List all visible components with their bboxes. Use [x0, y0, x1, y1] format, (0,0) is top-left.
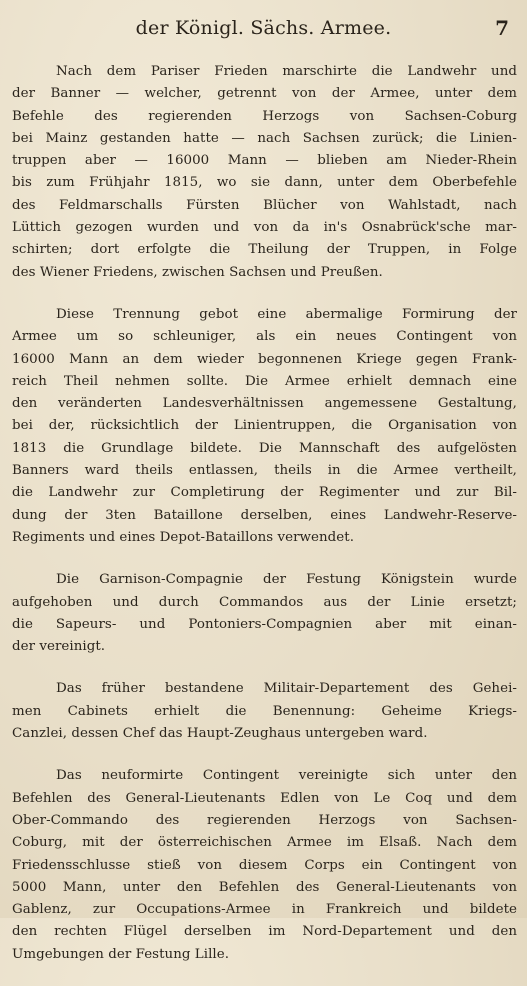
text-line: der vereinigt.	[12, 639, 106, 655]
text-line: bei Mainz gestanden hatte — nach Sachsen zurück; die Linien-	[12, 130, 517, 146]
text-line: die Sapeurs- und Pontoniers-Compagnien aber mit einan-	[12, 616, 517, 632]
text-line: Befehlen des General-Lieutenants Edlen von Le Coq und dem	[12, 790, 517, 806]
text-line: Nach dem Pariser Frieden marschirte die Landwehr und	[56, 64, 517, 79]
text-line: Lüttich gezogen wurden und von da in's Osnabrück'sche mar-	[12, 220, 517, 236]
text-line: Gablenz, zur Occupations-Armee in Frankreich und bildete	[12, 902, 517, 918]
paragraph	[12, 678, 517, 745]
paragraph	[12, 304, 517, 549]
text-line: die Landwehr zur Completirung der Regimenter und zur Bil-	[12, 485, 517, 501]
text-line: Befehle des regierenden Herzogs von Sachsen-Coburg	[12, 108, 517, 124]
text-line: Armee um so schleuniger, als ein neues Contingent von	[12, 329, 517, 345]
text-line: Diese Trennung gebot eine abermalige Formirung der	[56, 306, 517, 322]
text-line: des Feldmarschalls Fürsten Blücher von Wahlstadt, nach	[12, 197, 517, 213]
text-line: der Banner — welcher, getrennt von der Armee, unter dem	[12, 86, 517, 102]
text-line: Umgebungen der Festung Lille.	[12, 946, 230, 962]
running-head: der Königl. Sächs. Armee.	[135, 17, 392, 39]
text-line: aufgehoben und durch Commandos aus der Linie ersetzt;	[12, 594, 517, 610]
paragraph	[12, 61, 517, 284]
page-number: 7	[495, 16, 509, 40]
text-line: bei der, rücksichtlich der Linientruppen, die Organisation von	[12, 418, 517, 434]
text-line: Banners ward theils entlassen, theils in die Armee vertheilt,	[12, 463, 517, 479]
text-line: den veränderten Landesverhältnissen angemessene Gestaltung,	[12, 396, 517, 412]
text-line: Das neuformirte Contingent vereinigte sich unter den	[56, 768, 517, 784]
text-line: den rechten Flügel derselben im Nord-Departement und den	[12, 924, 517, 940]
text-line: reich Theil nehmen sollte. Die Armee erhielt demnach eine	[12, 373, 517, 389]
text-line: schirten; dort erfolgte die Theilung der Truppen, in Folge	[12, 242, 517, 258]
text-line: men Cabinets erhielt die Benennung: Geheime Kriegs-	[12, 703, 517, 719]
text-line: Friedensschlusse stieß von diesem Corps ein Contingent von	[12, 857, 517, 873]
text-line: 1813 die Grundlage bildete. Die Mannschaft des aufgelösten	[12, 440, 517, 456]
text-line: Regiments und eines Depot-Bataillons verwendet.	[12, 529, 355, 545]
text-line: Die Garnison-Compagnie der Festung Königstein wurde	[56, 572, 517, 588]
text-line: truppen aber — 16000 Mann — blieben am Nieder-Rhein	[12, 153, 517, 169]
text-line: 16000 Mann an dem wieder begonnenen Kriege gegen Frank-	[12, 351, 517, 367]
paragraph	[12, 569, 517, 658]
text-line: Das früher bestandene Militair-Departement des Gehei-	[56, 681, 517, 697]
text-line: Canzlei, dessen Chef das Haupt-Zeughaus untergeben ward.	[12, 726, 428, 742]
text-line: bis zum Frühjahr 1815, wo sie dann, unter dem Oberbefehle	[12, 175, 517, 191]
text-line: des Wiener Friedens, zwischen Sachsen und Preußen.	[12, 264, 383, 280]
body-text	[12, 61, 517, 986]
text-line: 5000 Mann, unter den Befehlen des General-Lieutenants von	[12, 879, 517, 895]
text-line: Coburg, mit der österreichischen Armee im Elsaß. Nach dem	[12, 835, 517, 851]
page-header	[0, 17, 527, 39]
text-line: dung der 3ten Bataillone derselben, eines Landwehr-Reserve-	[12, 507, 517, 523]
text-line: Ober-Commando des regierenden Herzogs von Sachsen-	[12, 812, 517, 828]
paragraph	[12, 765, 517, 966]
